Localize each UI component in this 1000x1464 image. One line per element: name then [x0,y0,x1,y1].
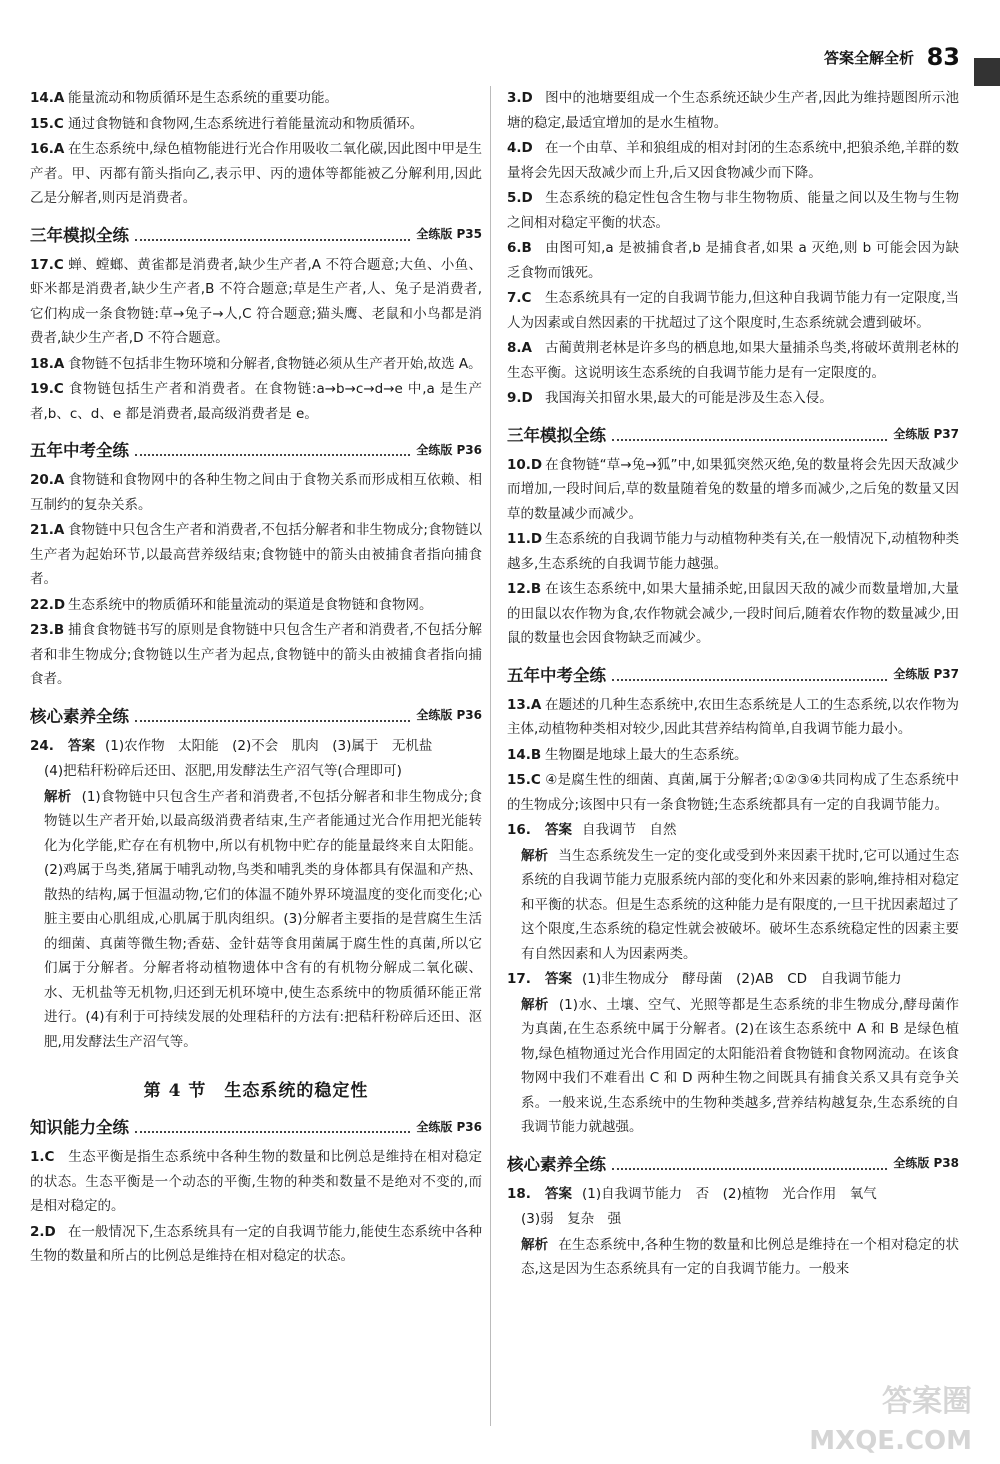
analysis-entry [507,1233,959,1282]
answer-entry [30,112,482,137]
question-number: 23.B [30,622,65,638]
section-header [30,436,482,462]
answer-text: 食物链包括生产者和消费者。在食物链:a→b→c→d→e 中,a 是生产者,b、c、d、e 都是消费者,最高级消费者是 e。 [30,381,482,422]
answer-text: 蝉、螳螂、黄雀都是消费者,缺少生产者,A 不符合题意;大鱼、小鱼、虾米都是消费者,缺少生产者,B 不符合题意;草是生产者,人、兔子是消费者,它们构成一条食物链:草→兔子→人,C 符合题意;猫头鹰、老鼠和小鸟都是消费者,缺少生产者,D 不符合题意。 [30,256,482,346]
section-title: 核心素养全练 [30,706,129,726]
section-title: 三年模拟全练 [507,425,606,445]
answer-entry [507,136,959,185]
answer-entry [507,336,959,385]
answer-entry [30,137,482,211]
answer-entry [507,967,959,992]
section-title: 五年中考全练 [30,441,129,460]
answer-text: 在一个由草、羊和狼组成的相对封闭的生态系统中,把狼杀绝,羊群的数量将会先因天敌减少而上升,后又因食物减少而下降。 [507,140,959,181]
answer-text: 生态系统的稳定性包含生物与非生物物质、能量之间以及生物与生物之间相对稳定平衡的状态。 [507,190,959,231]
section-ref: 全练版 P36 [416,442,482,457]
question-number: 10.D [507,456,543,473]
answer-label: 答案 [545,1185,572,1202]
question-number: 22.D [30,596,66,613]
question-number: 16.A [30,141,65,157]
page-tab-marker [974,58,1000,86]
analysis-entry [30,785,482,1055]
answer-text: 在题述的几种生态系统中,农田生态系统是人工的生态系统,以农作物为主体,动植物种类相对较少,因此其营养结构简单,自我调节能力最小。 [507,696,959,737]
answer-text: 在生态系统中,绿色植物能进行光合作用吸收二氧化碳,因此图中甲是生产者。甲、丙都有箭头指向乙,表示甲、丙的遗体等都能被乙分解利用,因此乙是分解者,则丙是消费者。 [30,141,482,206]
section-header [507,421,959,447]
question-number: 11.D [507,531,543,547]
answer-entry [507,386,959,411]
answer-entry [507,1182,959,1207]
answer-text: 生态系统的自我调节能力与动植物种类有关,在一般情况下,动植物种类越多,生态系统的自我调节能力越强。 [507,531,959,572]
analysis-text: 当生态系统发生一定的变化或受到外来因素干扰时,它可以通过生态系统的自我调节能力克服系统内部的变化和外来因素的影响,维持相对稳定和平衡的状态。但是生态系统的这种能力是有限度的,一旦干扰因素超过了这个限度,生态系统的稳定性就会被破坏。破坏生态系统稳定性的因素主要有自然因素和人为因素两类。 [521,847,960,962]
section-title: 核心素养全练 [507,1154,606,1174]
analysis-label: 解析 [521,996,549,1013]
answer-text: 生态平衡是指生态系统中各种生物的数量和比例总是维持在相对稳定的状态。生态平衡是一个动态的平衡,生物的种类和数量不是绝对不变的,而是相对稳定的。 [30,1149,482,1214]
answer-entry [507,577,959,651]
question-number: 15.C [507,772,541,788]
watermark-top: 答案圈 [882,1384,972,1419]
page-number: 83 [926,43,960,71]
answer-entry [507,693,959,742]
answer-entry [507,818,959,843]
section-dots [135,227,410,241]
question-number: 14.A [30,90,65,106]
answer-text: 自我调节 自然 [582,822,677,838]
answer-text: 古蔺黄荆老林是许多鸟的栖息地,如果大量捕杀鸟类,将破坏黄荆老林的生态平衡。这说明该生态系统的自我调节能力是有一定限度的。 [507,340,959,381]
answer-text: 在一般情况下,生态系统具有一定的自我调节能力,能使生态系统中各种生物的数量和所占的比例总是维持在相对稳定的状态。 [30,1223,482,1264]
header-title: 答案全解全析 [823,49,914,67]
question-number: 24. [30,737,54,754]
answer-entry [30,377,482,426]
section-ref: 全练版 P36 [416,708,482,722]
answer-entry [30,618,482,692]
question-number: 19.C [30,381,64,397]
answer-entry [30,86,482,111]
section-dots [612,667,887,681]
answer-text: 我国海关扣留水果,最大的可能是涉及生态入侵。 [545,390,833,406]
question-number: 17.C [30,256,64,273]
section-dots [612,1156,887,1170]
section-ref: 全练版 P37 [893,667,959,681]
question-number: 18.A [30,355,65,372]
section-ref: 全练版 P37 [893,427,959,441]
analysis-label: 解析 [521,1236,549,1253]
section-header [30,221,482,247]
answer-label: 答案 [545,822,572,838]
answer-entry [507,236,959,285]
answer-label: 答案 [68,737,95,754]
watermark-bottom: MXQE.COM [809,1426,972,1456]
answer-entry [507,743,959,768]
answer-text: (1)自我调节能力 否 (2)植物 光合作用 氧气 [582,1185,877,1202]
question-number: 6.B [507,240,532,256]
question-number: 13.A [507,696,542,713]
right-column [507,86,959,1283]
answer-text: 生态系统中的物质循环和能量流动的渠道是食物链和食物网。 [68,596,433,613]
question-number: 21.A [30,522,65,538]
answer-entry [507,768,959,817]
page-header [0,0,1000,70]
answer-text: 在该生态系统中,如果大量捕杀蛇,田鼠因天敌的减少而数量增加,大量的田鼠以农作物为食,农作物就会减少,一段时间后,随着农作物的数量减少,田鼠的数量也会因食物缺乏而减少。 [507,581,959,646]
analysis-entry [507,844,959,967]
answer-entry [30,518,482,592]
section-ref: 全练版 P35 [416,227,482,241]
section-dots [135,442,410,456]
question-number: 14.B [507,746,542,763]
answer-text: 食物链不包括非生物环境和分解者,食物链必须从生产者开始,故选 A。 [68,355,482,372]
answer-text: 在食物链“草→兔→狐”中,如果狐突然灭绝,兔的数量将会先因天敌减少而增加,一段时间后,草的数量随着兔的数量的增多而减少,之后兔的数量又因草的数量减少而减少。 [507,456,959,522]
section-header [507,661,959,687]
analysis-text: (1)食物链中只包含生产者和消费者,不包括分解者和非生物成分;食物链以生产者开始,以最高级消费者结束,生产者能通过光合作用把光能转化为化学能,贮存在有机物中,所以有机物中贮存的能量最终来自太阳能。(2)鸡属于鸟类,猪属于哺乳动物,鸟类和哺乳类的身体都具有保温和产热、散热的结构,属于恒温动物,它们的体温不随外界环境温度的变化而变化;心脏主要由心肌组成,心肌属于肌肉组织。(3)分解者主要指的是营腐生生活的细菌、真菌等微生物;香菇、金针菇等食用菌属于腐生性的真菌,所以它们属于分解者。分解者将动植物遗体中含有的有机物分解成二氧化碳、水、无机盐等无机物,归还到无机环境中,使生态系统中的物质循环能正常进行。(4)有利于可持续发展的处理秸秆的方法有:把秸秆粉碎后还田、沤肥,用发酵法生产沼气等。 [44,788,483,1050]
answer-entry [30,1220,482,1269]
answer-text: (1)农作物 太阳能 (2)不会 肌肉 (3)属于 无机盐 [105,737,433,754]
answer-entry [30,253,482,351]
answer-entry [507,86,959,135]
question-number: 16. [507,822,531,838]
answer-text: (1)非生物成分 酵母菌 (2)AB CD 自我调节能力 [582,971,902,987]
answer-text: 生物圈是地球上最大的生态系统。 [545,746,748,763]
section-dots [135,1119,410,1133]
answer-entry [507,286,959,335]
answer-text: 通过食物链和食物网,生态系统进行着能量流动和物质循环。 [68,115,424,132]
column-divider [490,86,491,1426]
question-number: 15.C [30,115,64,132]
watermark-logo [809,1376,982,1456]
section-header [507,1150,959,1176]
section-ref: 全练版 P36 [416,1119,482,1134]
section-dots [612,427,887,441]
section-header [30,702,482,728]
left-column [30,86,482,1270]
answer-continuation: (4)把秸秆粉碎后还田、沤肥,用发酵法生产沼气等(合理即可) [44,763,402,779]
analysis-label: 解析 [521,847,549,864]
analysis-label: 解析 [44,788,72,805]
answer-label: 答案 [545,971,572,987]
answer-entry [30,1145,482,1219]
answer-entry [507,453,959,527]
section-title: 三年模拟全练 [30,225,129,245]
analysis-text: (1)水、土壤、空气、光照等都是生态系统的非生物成分,酵母菌作为真菌,在生态系统中属于分解者。(2)在该生态系统中 A 和 B 是绿色植物,绿色植物通过光合作用固定的太阳能沿着食物链和食物网流动。在该食物网中我们不难看出 C 和 D 两种生物之间既具有捕食关系又具有竞争关系。一般来说,生态系统中的生物种类越多,营养结构越复杂,生态系统的自我调节能力就越强。 [521,996,959,1135]
analysis-entry [507,993,959,1140]
analysis-text: 在生态系统中,各种生物的数量和比例总是维持在一个相对稳定的状态,这是因为生态系统具有一定的自我调节能力。一般来 [521,1236,960,1277]
answer-entry [30,468,482,517]
answer-text: 图中的池塘要组成一个生态系统还缺少生产者,因此为维持题图所示池塘的稳定,最适宜增加的是水生植物。 [507,90,959,131]
answer-entry [30,734,482,759]
section-title: 知识能力全练 [30,1118,129,1137]
answer-continuation: (3)弱 复杂 强 [521,1211,622,1227]
answer-text: 能量流动和物质循环是生态系统的重要功能。 [68,90,338,106]
answer-text: 捕食食物链书写的原则是食物链中只包含生产者和消费者,不包括分解者和非生物成分;食物链以生产者为起点,食物链中的箭头由被捕食者指向捕食者。 [30,622,482,687]
question-number: 20.A [30,472,65,488]
question-number: 5.D [507,190,533,206]
answer-entry [507,527,959,576]
answer-entry [30,593,482,618]
question-number: 2.D [30,1223,56,1240]
question-number: 17. [507,971,531,987]
answer-entry [30,352,482,377]
question-number: 1.C [30,1149,55,1165]
section-title: 五年中考全练 [507,665,606,685]
section-header [30,1113,482,1139]
question-number: 7.C [507,290,532,306]
answer-text: 由图可知,a 是被捕食者,b 是捕食者,如果 a 灭绝,则 b 可能会因为缺乏食物而饿死。 [507,240,959,281]
answer-text: ④是腐生性的细菌、真菌,属于分解者;①②③④共同构成了生态系统中的生物成分;该图中只有一条食物链;生态系统都具有一定的自我调节能力。 [507,772,959,813]
question-number: 9.D [507,390,533,406]
answer-text: 食物链和食物网中的各种生物之间由于食物关系而形成相互依赖、相互制约的复杂关系。 [30,472,482,513]
question-number: 18. [507,1185,531,1202]
section-dots [135,708,410,722]
section-ref: 全练版 P38 [893,1156,959,1170]
answer-text: 生态系统具有一定的自我调节能力,但这种自我调节能力有一定限度,当人为因素或自然因素的干扰超过了这个限度时,生态系统就会遭到破坏。 [507,290,959,331]
question-number: 3.D [507,90,533,106]
question-number: 4.D [507,140,533,156]
answer-text: 食物链中只包含生产者和消费者,不包括分解者和非生物成分;食物链以生产者为起始环节,以最高营养级结束;食物链中的箭头由被捕食者指向捕食者。 [30,522,482,587]
chapter-title: 第 4 节 生态系统的稳定性 [143,1081,369,1101]
question-number: 12.B [507,581,542,597]
answer-entry [507,186,959,235]
question-number: 8.A [507,340,532,356]
